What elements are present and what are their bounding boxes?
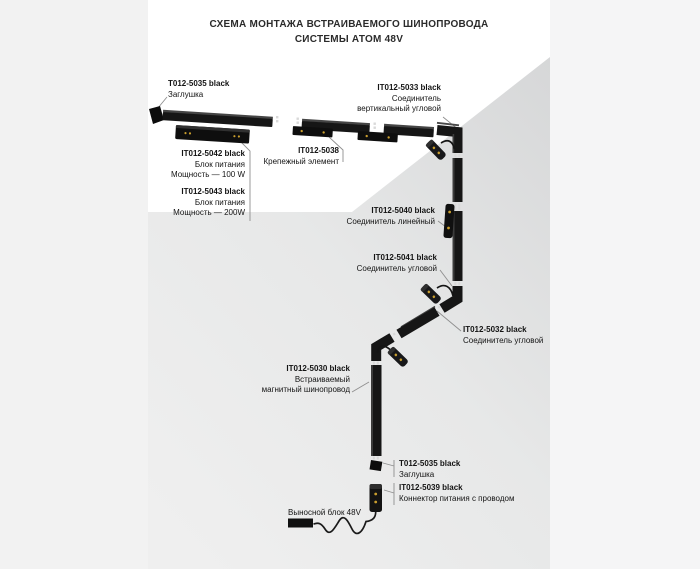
- label-remote-block-text: Выносной блок 48V: [288, 508, 361, 517]
- title-line-1: СХЕМА МОНТАЖА ВСТРАИВАЕМОГО ШИНОПРОВОДА: [209, 19, 489, 30]
- label-psu-100-desc2: Мощность — 100 W: [170, 170, 245, 179]
- label-remote-block: [288, 508, 361, 519]
- label-linear: [347, 206, 435, 227]
- label-psu-200-article: IT012-5043 black: [181, 187, 245, 196]
- title-line-2: СИСТЕМЫ АТОМ 48V: [294, 34, 404, 45]
- right-wall-plane: [550, 0, 700, 569]
- label-vert-corner-desc2: вертикальный угловой: [357, 104, 441, 113]
- label-psu-200-desc1: Блок питания: [194, 197, 245, 207]
- label-power-connector-desc: Коннектор питания с проводом: [399, 493, 515, 503]
- label-linear-desc: Соединитель линейный: [346, 216, 435, 226]
- label-power-connector: [399, 483, 514, 504]
- label-endcap-bottom-article: T012-5035 black: [399, 459, 461, 468]
- label-power-connector-article: IT012-5039 black: [399, 483, 463, 492]
- label-endcap-top-article: T012-5035 black: [168, 79, 230, 88]
- label-track: [262, 364, 350, 396]
- label-vert-corner-desc1: Соединитель: [391, 93, 441, 103]
- label-mount: [263, 146, 339, 167]
- label-track-desc1: Встраиваемый: [294, 374, 350, 384]
- label-psu-100: [171, 149, 245, 181]
- label-psu-200-desc2: Мощность — 200W: [173, 208, 245, 217]
- label-corner-upper-article: IT012-5041 black: [373, 253, 437, 262]
- power-connector-part: [370, 484, 383, 512]
- label-corner-lower-desc: Соединитель угловой: [463, 335, 544, 345]
- remote-block-part: [288, 519, 313, 528]
- label-corner-lower-article: IT012-5032 black: [463, 325, 527, 334]
- label-psu-100-desc1: Блок питания: [194, 159, 245, 169]
- label-corner-upper: [357, 253, 437, 274]
- label-corner-upper-desc: Соединитель угловой: [356, 263, 437, 273]
- label-psu-100-article: IT012-5042 black: [181, 149, 245, 158]
- label-psu-200: [173, 187, 245, 219]
- label-mount-desc: Крепежный элемент: [263, 156, 339, 166]
- label-endcap-bottom: [399, 459, 460, 480]
- label-endcap-top: [168, 79, 229, 100]
- label-vert-corner-article: IT012-5033 black: [377, 83, 441, 92]
- endcap-bottom-part: [370, 460, 383, 471]
- label-mount-article: IT012-5038: [298, 146, 339, 155]
- page-title: [148, 17, 550, 47]
- label-track-article: IT012-5030 black: [286, 364, 350, 373]
- label-endcap-bottom-desc: Заглушка: [399, 469, 435, 479]
- label-track-desc2: магнитный шинопровод: [261, 385, 350, 394]
- label-vert-corner: [357, 83, 441, 115]
- label-corner-lower: [463, 325, 543, 346]
- label-endcap-top-desc: Заглушка: [168, 89, 204, 99]
- label-linear-article: IT012-5040 black: [371, 206, 435, 215]
